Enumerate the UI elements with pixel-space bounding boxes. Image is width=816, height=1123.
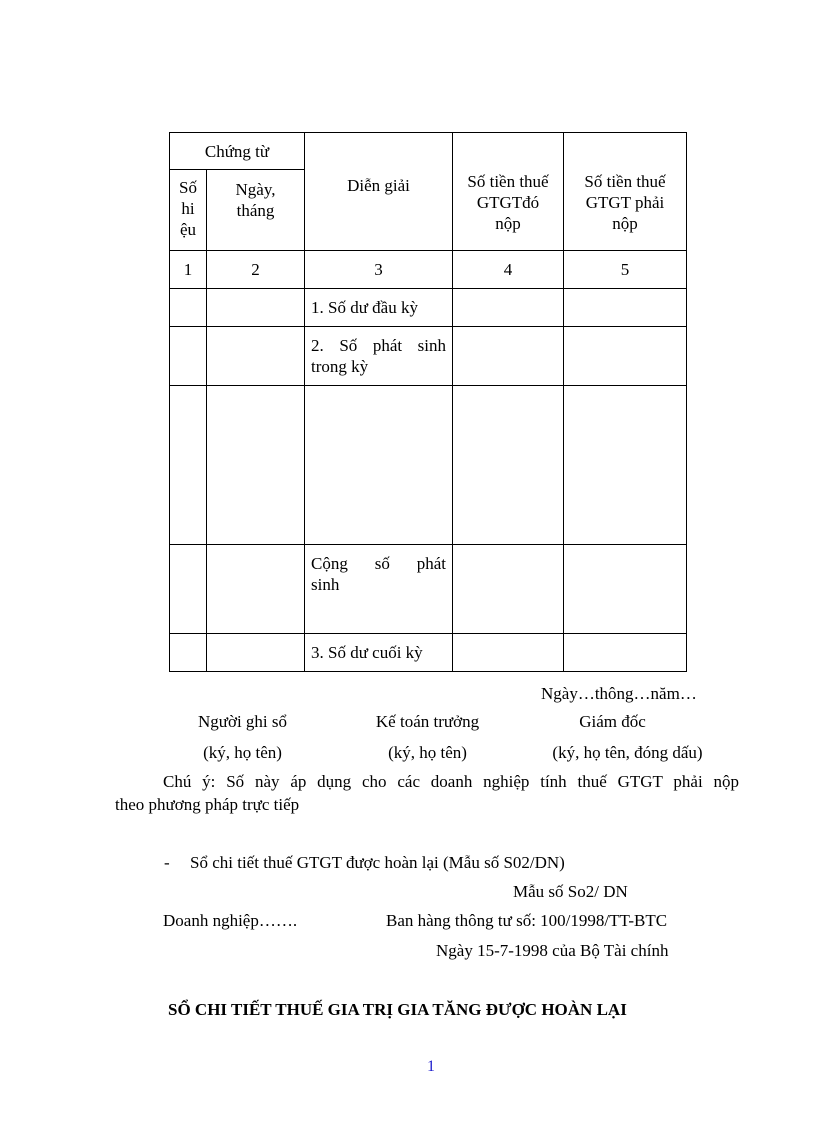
table-cell	[170, 386, 207, 545]
signature-note-director: (ký, họ tên, đóng dấu)	[552, 743, 703, 762]
section-title: SỔ CHI TIẾT THUẾ GIA TRỊ GIA TĂNG ĐƯỢC HOÀN LẠI	[168, 1000, 627, 1019]
header-ngay-thang: Ngày, tháng	[207, 170, 305, 251]
list-item-detail-ledger: Sổ chi tiết thuế GTGT được hoàn lại (Mẫu số S02/DN)	[190, 853, 565, 872]
table-cell	[564, 634, 687, 672]
table-cell	[453, 289, 564, 327]
table-cell	[207, 545, 305, 634]
signature-note-recorder: (ký, họ tên)	[203, 743, 282, 762]
row-opening-balance: 1. Số dư đầu kỳ	[305, 289, 453, 327]
table-cell	[170, 289, 207, 327]
table-cell	[207, 327, 305, 386]
row-arising: 2. Số phát sinh trong kỳ	[305, 327, 453, 386]
column-number-5: 5	[564, 251, 687, 289]
table-cell	[453, 327, 564, 386]
table-cell	[207, 289, 305, 327]
note-line-2: theo phương pháp trực tiếp	[115, 795, 300, 814]
table-cell	[170, 545, 207, 634]
column-number-2: 2	[207, 251, 305, 289]
row-closing-balance: 3. Số dư cuối kỳ	[305, 634, 453, 672]
header-so-hieu: Số hi ệu	[170, 170, 207, 251]
circular-date: Ngày 15-7-1998 của Bộ Tài chính	[436, 941, 669, 960]
signature-title-recorder: Người ghi sổ	[197, 712, 288, 731]
header-so-tien-phai-nop: Số tiền thuế GTGT phải nộp	[564, 133, 687, 251]
table-cell	[170, 634, 207, 672]
table-cell	[170, 327, 207, 386]
header-chung-tu: Chứng từ	[170, 133, 305, 170]
page-number: 1	[427, 1058, 435, 1075]
header-so-tien-da-nop: Số tiền thuế GTGTđó nộp	[453, 133, 564, 251]
table-cell	[305, 386, 453, 545]
row-total: Cộng số phát sinh	[305, 545, 453, 634]
table-cell	[453, 545, 564, 634]
column-number-1: 1	[170, 251, 207, 289]
header-dien-giai: Diễn giải	[305, 133, 453, 251]
signature-title-chief-accountant: Kế toán trưởng	[375, 712, 480, 731]
table-cell	[564, 327, 687, 386]
note-line-1: Chú ý: Số này áp dụng cho các doanh nghiệp tính thuế GTGT phải nộp	[163, 772, 739, 791]
form-code: Mẫu số So2/ DN	[513, 882, 628, 901]
column-number-4: 4	[453, 251, 564, 289]
signature-note-chief-accountant: (ký, họ tên)	[388, 743, 467, 762]
table-cell	[564, 289, 687, 327]
table-cell	[453, 386, 564, 545]
table-cell	[453, 634, 564, 672]
table-cell	[564, 545, 687, 634]
vat-ledger-table	[169, 132, 687, 672]
circular-reference: Ban hàng thông tư số: 100/1998/TT-BTC	[386, 911, 668, 930]
table-cell	[564, 386, 687, 545]
signature-title-director: Giám đốc	[579, 712, 646, 731]
enterprise-label: Doanh nghiệp…….	[163, 911, 298, 930]
list-bullet: -	[164, 853, 170, 872]
table-cell	[207, 634, 305, 672]
column-number-3: 3	[305, 251, 453, 289]
table-cell	[207, 386, 305, 545]
date-line: Ngày…thông…năm…	[541, 684, 697, 703]
